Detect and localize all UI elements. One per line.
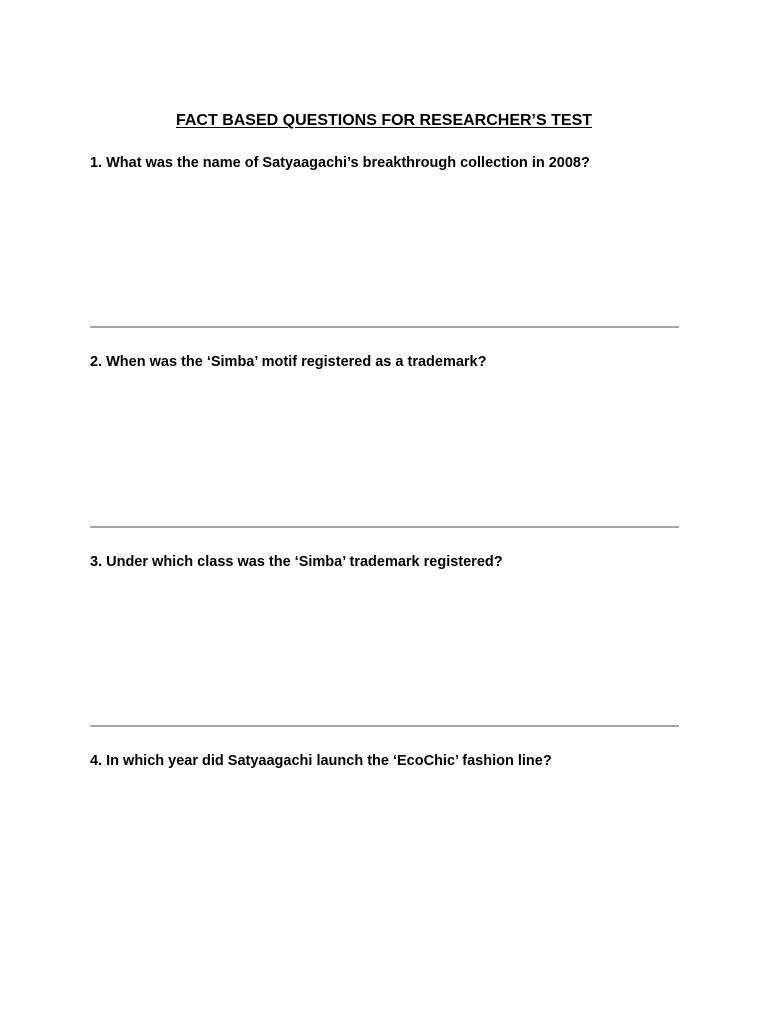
answer-line-2 (90, 526, 679, 528)
document-title: FACT BASED QUESTIONS FOR RESEARCHER’S TEST (175, 112, 593, 129)
question-1: 1. What was the name of Satyaagachi’s breakthrough collection in 2008? (90, 155, 590, 171)
answer-line-3 (90, 725, 679, 727)
question-3: 3. Under which class was the ‘Simba’ trademark registered? (90, 554, 503, 570)
question-2: 2. When was the ‘Simba’ motif registered as a trademark? (90, 354, 487, 370)
answer-line-1 (90, 326, 679, 328)
question-4: 4. In which year did Satyaagachi launch the ‘EcoChic’ fashion line? (90, 753, 552, 769)
